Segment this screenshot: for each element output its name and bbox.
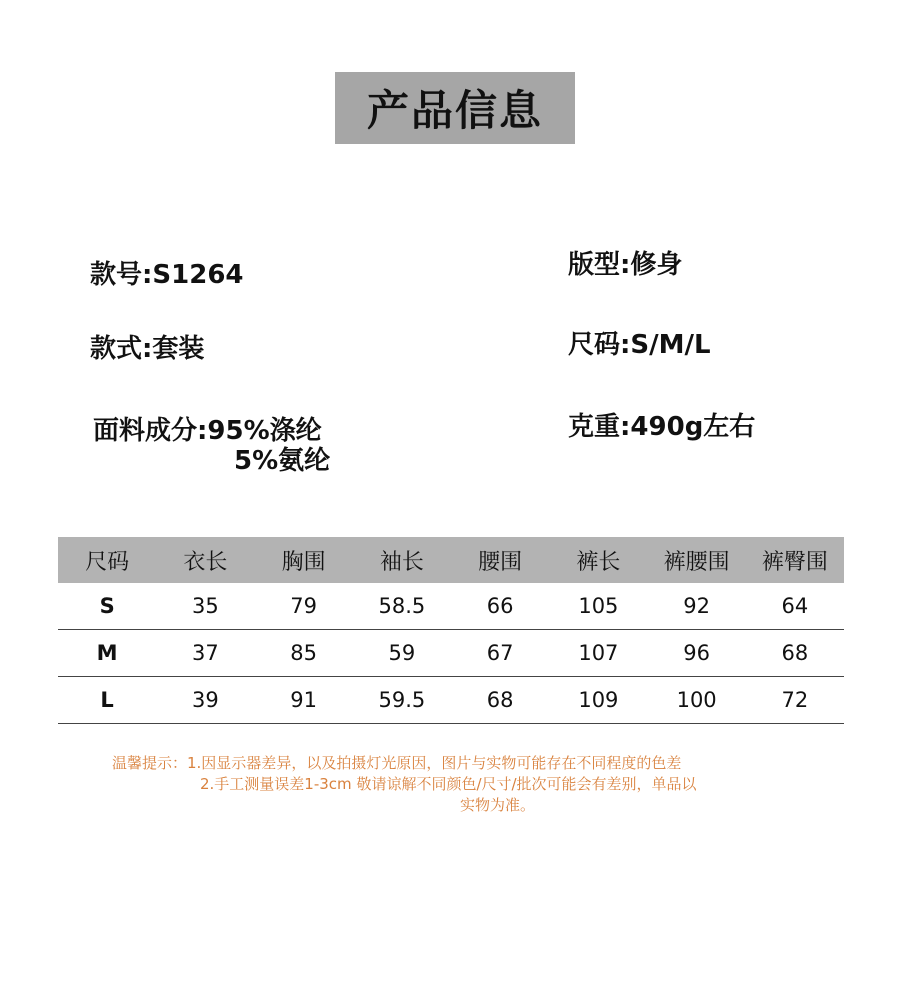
info-value-line2: 5%氨纶 (234, 446, 331, 476)
info-value: 修身 (630, 250, 683, 280)
info-style-no (90, 260, 244, 290)
table-row (58, 677, 844, 724)
table-row (58, 630, 844, 677)
header-cell: 胸围 (255, 537, 353, 583)
table-cell: S (58, 583, 156, 630)
info-label: 版型 : (568, 250, 630, 280)
table-cell: 37 (156, 630, 254, 677)
info-sizes (568, 330, 711, 360)
header-cell: 裤长 (549, 537, 647, 583)
table-header-row (58, 537, 844, 583)
table-cell: 35 (156, 583, 254, 630)
table-cell: 91 (255, 677, 353, 724)
info-value: 套装 (152, 334, 205, 364)
table-cell: 105 (549, 583, 647, 630)
table-cell: 64 (746, 583, 844, 630)
table-cell: 107 (549, 630, 647, 677)
info-label: 面料成分 : (93, 416, 207, 446)
title-banner (335, 72, 575, 144)
info-value: S1264 (152, 260, 244, 290)
size-table (58, 537, 844, 724)
header-cell: 裤臀围 (746, 537, 844, 583)
header-cell: 裤腰围 (648, 537, 746, 583)
info-value: 95%涤纶 (207, 416, 322, 446)
table-cell: 92 (648, 583, 746, 630)
table-cell: 109 (549, 677, 647, 724)
info-label: 克重 : (568, 412, 630, 442)
info-fabric (93, 416, 330, 476)
table-cell: 100 (648, 677, 746, 724)
table-cell: 59.5 (353, 677, 451, 724)
header-cell: 尺码 (58, 537, 156, 583)
table-cell: 58.5 (353, 583, 451, 630)
info-label: 款号 : (90, 260, 152, 290)
header-cell: 腰围 (451, 537, 549, 583)
page-title: 产品信息 (366, 86, 543, 135)
table-cell: M (58, 630, 156, 677)
header-cell: 袖长 (353, 537, 451, 583)
table-cell: 85 (255, 630, 353, 677)
info-fit (568, 250, 682, 280)
table-cell: 79 (255, 583, 353, 630)
table-cell: 67 (451, 630, 549, 677)
note-line-1: 温馨提示：1.因显示器差异，以及拍摄灯光原因，图片与实物可能存在不同程度的色差 (112, 754, 682, 772)
info-weight (568, 412, 755, 442)
note-line-2: 2.手工测量误差1-3cm 敬请谅解不同颜色/尺寸/批次可能会有差别，单品以 (200, 775, 697, 793)
info-label: 款式 : (90, 334, 152, 364)
info-style (90, 334, 204, 364)
info-value: 490g左右 (630, 412, 756, 442)
table-cell: L (58, 677, 156, 724)
table-cell: 59 (353, 630, 451, 677)
header-cell: 衣长 (156, 537, 254, 583)
table-cell: 72 (746, 677, 844, 724)
table-row (58, 583, 844, 630)
table-cell: 68 (746, 630, 844, 677)
info-value: S/M/L (630, 330, 711, 360)
note-line-3: 实物为准。 (460, 796, 536, 814)
table-cell: 68 (451, 677, 549, 724)
table-cell: 66 (451, 583, 549, 630)
info-label: 尺码 : (568, 330, 630, 360)
table-cell: 96 (648, 630, 746, 677)
table-cell: 39 (156, 677, 254, 724)
